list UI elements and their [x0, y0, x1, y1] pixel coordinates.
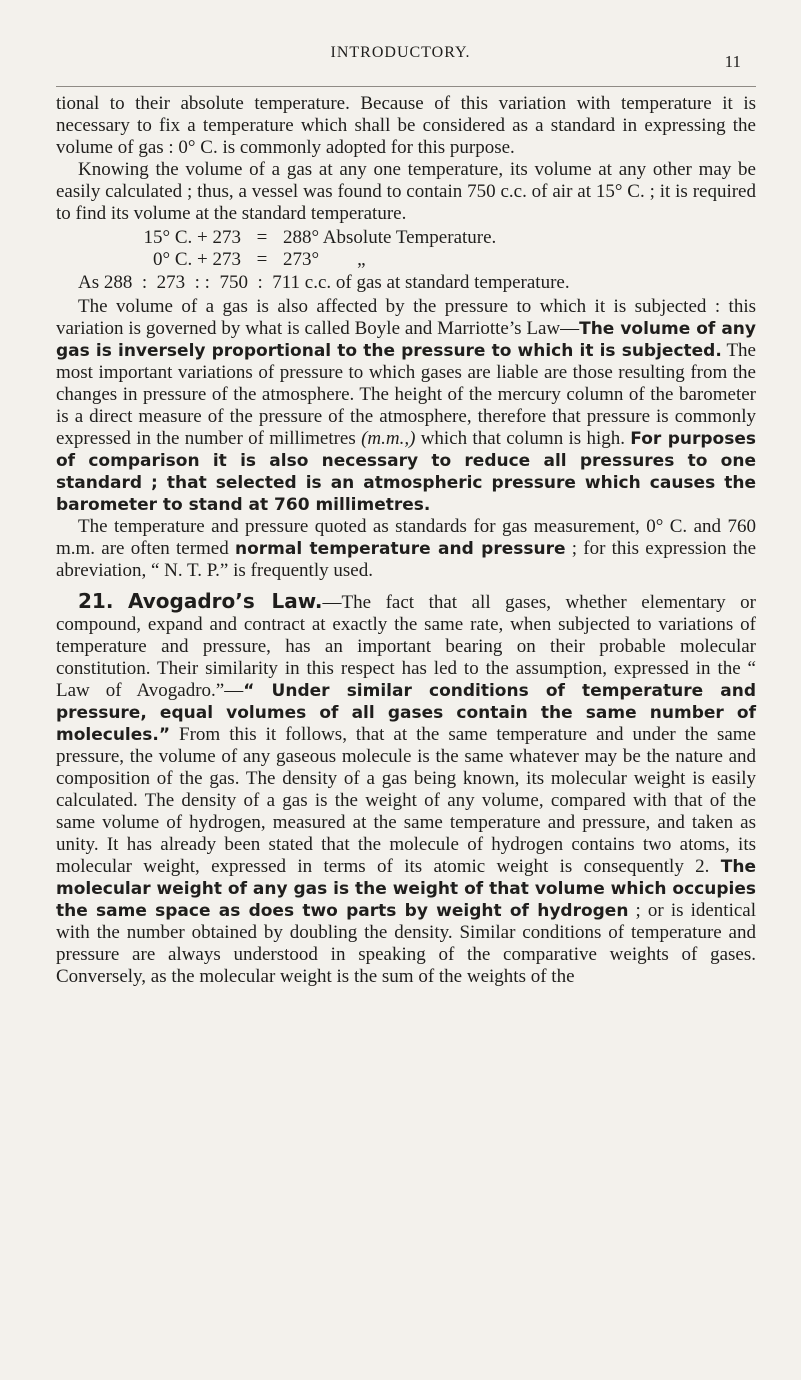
avogadro-law-statement: “ Under similar conditions of temperature and pressure, equal volumes of all gases contain the same number of molecules.” — [56, 681, 757, 745]
header-rule — [56, 86, 756, 87]
avogadro-end: ; or is identical with the number obtained by doubling the density. Similar conditions of temperature and pressure are always understood in speaking of the comparative weights of gases. Conversely, as the molecular weight is the sum of the weights of the — [56, 900, 756, 987]
standard-pressure-statement: For purposes of comparison it is also necessary to reduce all pressures to one standard ; that selected is an atmospheric pressure which causes the barometer to stand at 760 millimetres. — [56, 429, 756, 515]
boyle-intro: The volume of a gas is also affected by the pressure to which it is subjected : this variation is governed by what is called Boyle and Marriotte’s Law— — [56, 296, 756, 339]
mm-abbreviation: (m.m.,) — [361, 428, 416, 449]
formula-equals: = — [256, 249, 268, 270]
paragraph-avogadro — [56, 590, 756, 988]
formula-row — [56, 227, 756, 249]
formula-left: 0° C. + 273 — [153, 249, 241, 270]
boyle-after-abbrev: which that column is high. — [415, 428, 631, 449]
proportion-line — [56, 272, 756, 294]
ntp-intro: The temperature and pressure quoted as standards for gas measurement, 0° C. and 760 m.m. are often termed — [56, 516, 756, 559]
section-number: 21. — [78, 589, 114, 613]
avogadro-middle: From this it follows, that at the same temperature and under the same pressure, the volume of any gaseous molecule is the same whatever may be the nature and composition of the gas. The density of a gas being known, its molecular weight is easily calculated. The density of a gas is the weight of any volume, compared with that of the same volume of hydrogen, measured at the same temperature and pressure, and taken as unity. It has already been stated that the molecule of hydrogen contains two atoms, its molecular weight, expressed in terms of its atomic weight is consequently 2. — [56, 724, 756, 877]
molecular-weight-rule: The molecular weight of any gas is the weight of that volume which occupies the same space as does two parts by weight of hydrogen — [56, 857, 756, 921]
running-header — [0, 44, 801, 62]
temperature-formulas — [56, 227, 756, 271]
paragraph-ntp — [56, 516, 756, 582]
formula-row — [56, 249, 756, 271]
page-body — [56, 93, 756, 988]
paragraph-calculation-intro — [56, 159, 756, 225]
paragraph-boyle — [56, 296, 756, 516]
ntp-outro: ; for this expression the abreviation, “ N. T. P.” is frequently used. — [56, 538, 757, 581]
page-number: 11 — [724, 52, 741, 71]
p2-text: Knowing the volume of a gas at any one temperature, its volume at any other may be easily calculated ; thus, a vessel was found to contain 750 c.c. of air at 15° C. ; it is required to find its volume at the standard temperature. — [56, 159, 756, 224]
formula-equals: = — [256, 227, 268, 248]
p1-text: tional to their absolute temperature. Because of this variation with temperature it is necessary to fix a temperature which shall be considered as a standard in expressing the volume of gas : 0° C. is commonly adopted for this purpose. — [56, 93, 756, 158]
avogadro-intro: —The fact that all gases, whether elementary or compound, expand and contract at exactly the same rate, when subjected to variations of temperature and pressure, has an important bearing on their probable molecular constitution. Their similarity in this respect has led to the assumption, expressed in the “ Law of Avogadro.”— — [56, 592, 757, 701]
section-heading: Avogadro’s Law. — [127, 589, 323, 613]
ntp-term: normal temperature and pressure — [234, 539, 566, 559]
paragraph-continuation — [56, 93, 756, 159]
boyle-middle: The most important variations of pressure to which gases are liable are those resulting from the changes in pressure of the atmosphere. The height of the mercury column of the barometer is a direct measure of the pressure of the atmosphere, therefore that pressure is commonly expressed in the number of millimetres — [56, 340, 756, 449]
formula-left: 15° C. + 273 — [143, 227, 241, 248]
proportion-text: As 288 : 273 : : 750 : 711 c.c. of gas at standard temperature. — [78, 272, 570, 293]
formula-right: 273° „ — [283, 249, 366, 270]
running-title: INTRODUCTORY. — [330, 44, 471, 61]
boyle-law-statement: The volume of any gas is inversely proportional to the pressure to which it is subjected. — [56, 319, 756, 361]
formula-right: 288° Absolute Temperature. — [283, 227, 497, 248]
